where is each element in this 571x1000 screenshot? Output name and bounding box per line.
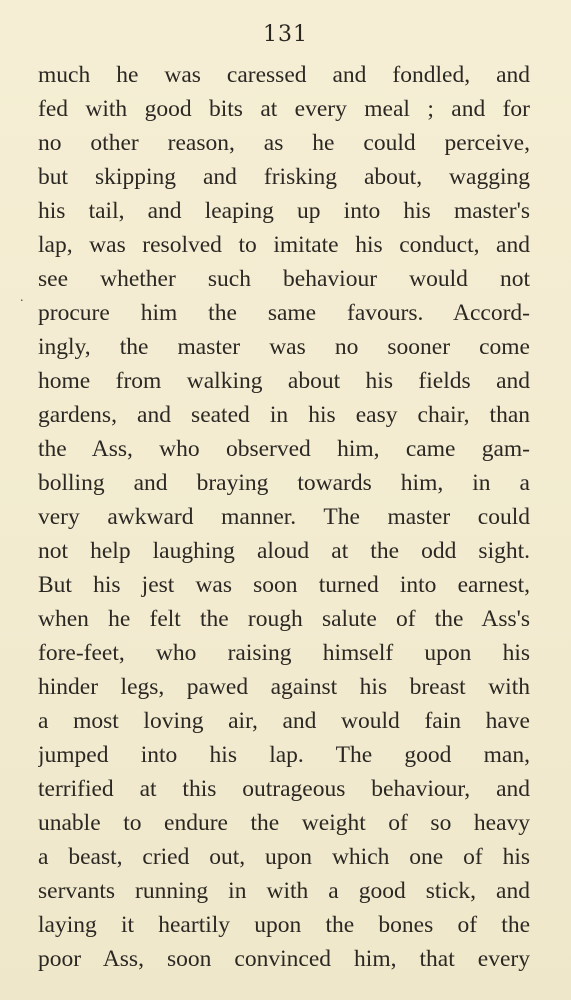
page-number: 131 (263, 22, 308, 47)
text-line: laying it heartily upon the bones of the (38, 912, 530, 938)
text-line: very awkward manner. The master could (38, 504, 530, 530)
text-line: hinder legs, pawed against his breast with (38, 674, 530, 700)
text-line: unable to endure the weight of so heavy (38, 810, 530, 836)
text-line: a beast, cried out, upon which one of his (38, 844, 530, 870)
text-line: home from walking about his fields and (38, 368, 530, 394)
text-line: ingly, the master was no sooner come (38, 334, 530, 360)
text-line: the Ass, who observed him, came gam- (38, 436, 530, 462)
text-line: poor Ass, soon convinced him, that every (38, 946, 530, 972)
text-line: a most loving air, and would fain have (38, 708, 530, 734)
text-line: But his jest was soon turned into earnest, (38, 572, 530, 598)
text-line: servants running in with a good stick, and (38, 878, 530, 904)
text-line: much he was caressed and fondled, and (38, 62, 530, 88)
text-line: his tail, and leaping up into his master's (38, 198, 530, 224)
text-line: procure him the same favours. Accord- (38, 300, 530, 326)
margin-mark: . (20, 290, 24, 305)
text-line: lap, was resolved to imitate his conduct, and (38, 232, 530, 258)
text-line: jumped into his lap. The good man, (38, 742, 530, 768)
text-line: terrified at this outrageous behaviour, and (38, 776, 530, 802)
text-line: fed with good bits at every meal ; and for (38, 96, 530, 122)
text-line: bolling and braying towards him, in a (38, 470, 530, 496)
text-line: fore-feet, who raising himself upon his (38, 640, 530, 666)
text-line: when he felt the rough salute of the Ass's (38, 606, 530, 632)
text-line: not help laughing aloud at the odd sight. (38, 538, 530, 564)
text-line: gardens, and seated in his easy chair, than (38, 402, 530, 428)
text-line: but skipping and frisking about, wagging (38, 164, 530, 190)
text-line: no other reason, as he could perceive, (38, 130, 530, 156)
body-text (38, 58, 530, 976)
text-line: see whether such behaviour would not (38, 266, 530, 292)
